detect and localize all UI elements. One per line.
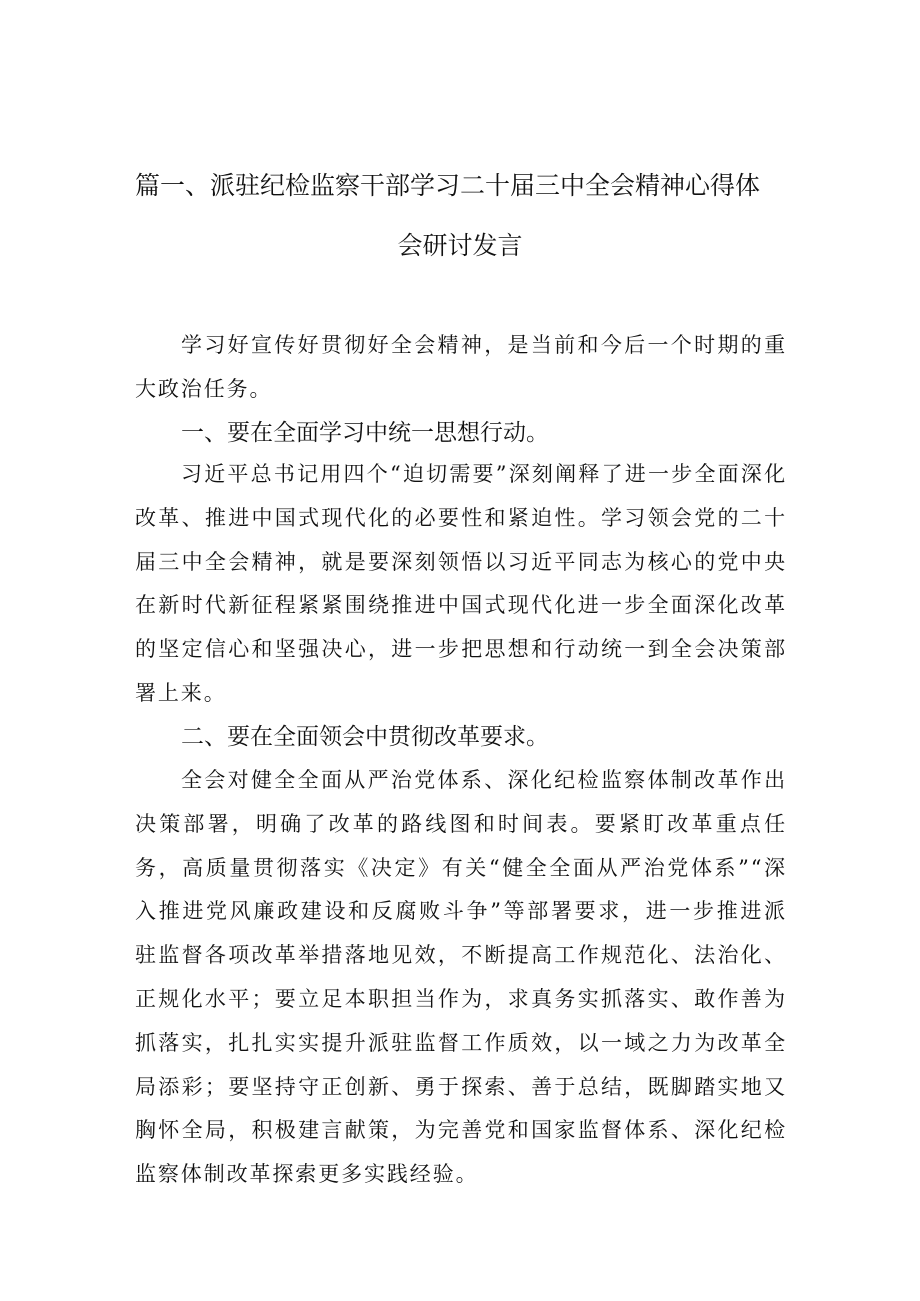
intro-paragraph: 学习好宣传好贯彻好全会精神，是当前和今后一个时期的重大政治任务。: [135, 333, 787, 401]
section-one-heading: 一、要在全面学习中统一思想行动。: [181, 420, 549, 446]
section-one-paragraph: 习近平总书记用四个“迫切需要”深刻阐释了进一步全面深化改革、推进中国式现代化的必要性和紧迫性。学习领会党的二十届三中全会精神，就是要深刻领悟以习近平同志为核心的党中央在新时代新征程紧紧围绕推进中国式现代化进一步全面深化改革的坚定信心和坚强决心，进一步把思想和行动统一到全会决策部署上来。: [135, 462, 787, 705]
section-two-paragraph: 全会对健全全面从严治党体系、深化纪检监察体制改革作出决策部署，明确了改革的路线图和时间表。要紧盯改革重点任务，高质量贯彻落实《决定》有关“健全全面从严治党体系”“深入推进党风廉政建设和反腐败斗争”等部署要求，进一步推进派驻监督各项改革举措落地见效，不断提高工作规范化、法治化、正规化水平；要立足本职担当作为，求真务实抓落实、敢作善为抓落实，扎扎实实提升派驻监督工作质效，以一域之力为改革全局添彩；要坚持守正创新、勇于探索、善于总结，既脚踏实地又胸怀全局，积极建言献策，为完善党和国家监督体系、深化纪检监察体制改革探索更多实践经验。: [135, 768, 787, 1187]
section-two-heading: 二、要在全面领会中贯彻改革要求。: [181, 724, 549, 750]
document-title-line-1: 篇一、派驻纪检监察干部学习二十届三中全会精神心得体: [135, 171, 761, 200]
document-title-line-2: 会研讨发言: [397, 231, 523, 260]
